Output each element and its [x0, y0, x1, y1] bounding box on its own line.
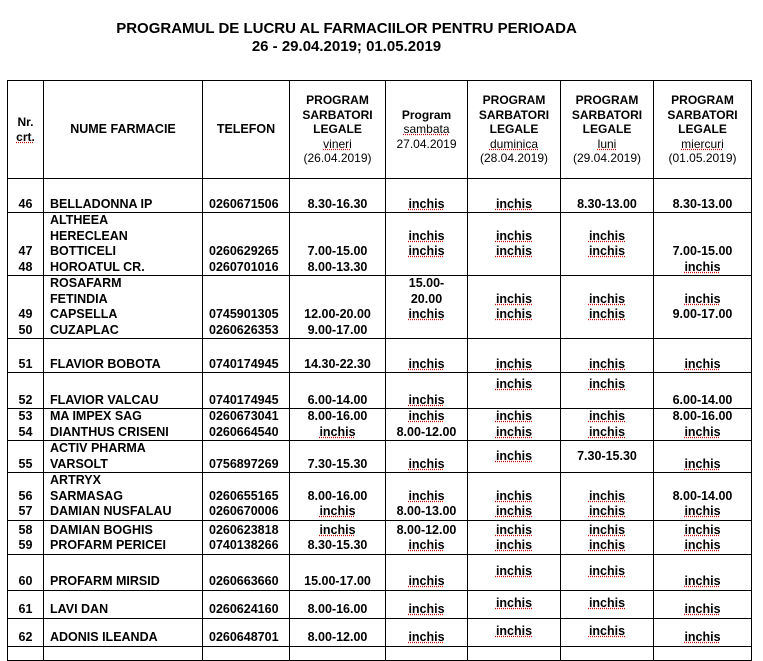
pharmacy-name: ROSAFARM FETINDIA CAPSELLA CUZAPLAC — [44, 276, 203, 339]
header-duminica: PROGRAM SARBATORI LEGALE duminica (28.04.2019) — [468, 81, 561, 179]
page-subtitle: 26 - 29.04.2019; 01.05.2019 — [251, 38, 442, 55]
hours-vineri: 8.00-12.00 — [290, 618, 386, 646]
phone: 0260671506 — [203, 179, 290, 213]
hours-duminica: inchis — [468, 373, 561, 409]
header-luni: PROGRAM SARBATORI LEGALE luni (29.04.2019) — [561, 81, 654, 179]
hours-luni: inchis — [561, 590, 654, 618]
header-row — [8, 81, 752, 179]
hours-vineri: 7.00-15.00 8.00-13.30 — [290, 213, 386, 276]
hours-sambata: inchis 8.00-13.00 — [386, 473, 468, 521]
row-number: 51 — [8, 339, 44, 373]
hours-sambata: inchis — [386, 618, 468, 646]
hours-duminica: inchis inchis — [468, 276, 561, 339]
hours-sambata: 15.00- 20.00 inchis — [386, 276, 468, 339]
hours-miercuri: inchis inchis — [654, 520, 752, 554]
hours-miercuri: 7.00-15.00 inchis — [654, 213, 752, 276]
hours-miercuri: inchis — [654, 554, 752, 590]
pharmacy-name: ACTIV PHARMA VARSOLT — [44, 441, 203, 473]
row-number: 58 59 — [8, 520, 44, 554]
table-row — [8, 520, 752, 554]
row-number: 62 — [8, 618, 44, 646]
hours-duminica: inchis inchis — [468, 409, 561, 441]
header-nr: Nr. crt. — [8, 81, 44, 179]
phone: 0260673041 0260664540 — [203, 409, 290, 441]
hours-vineri: 8.00-16.00 inchis — [290, 473, 386, 521]
hours-sambata: inchis inchis — [386, 213, 468, 276]
pharmacy-name: ADONIS ILEANDA — [44, 618, 203, 646]
hours-luni: inchis inchis — [561, 520, 654, 554]
hours-miercuri: 8.30-13.00 — [654, 179, 752, 213]
hours-luni: inchis inchis — [561, 473, 654, 521]
hours-sambata: 8.00-12.00 inchis — [386, 520, 468, 554]
hours-miercuri: inchis — [654, 590, 752, 618]
hours-miercuri: inchis — [654, 618, 752, 646]
hours-luni: inchis — [561, 554, 654, 590]
row-number: 52 — [8, 373, 44, 409]
phone: 0740174945 — [203, 339, 290, 373]
hours-duminica: inchis — [468, 618, 561, 646]
phone: 0260663660 — [203, 554, 290, 590]
hours-luni: inchis inchis — [561, 276, 654, 339]
pharmacy-name: FLAVIOR VALCAU — [44, 373, 203, 409]
pharmacy-name: DAMIAN BOGHIS PROFARM PERICEI — [44, 520, 203, 554]
hours-miercuri: 8.00-14.00 inchis — [654, 473, 752, 521]
hours-miercuri: inchis 9.00-17.00 — [654, 276, 752, 339]
table-row — [8, 179, 752, 213]
hours-miercuri: 6.00-14.00 — [654, 373, 752, 409]
hours-vineri: 8.00-16.00 — [290, 590, 386, 618]
phone: 0260655165 0260670006 — [203, 473, 290, 521]
table-row — [8, 473, 752, 521]
hours-duminica: inchis inchis — [468, 520, 561, 554]
table-row — [8, 276, 752, 339]
pharmacy-name: FLAVIOR BOBOTA — [44, 339, 203, 373]
table-row-empty — [8, 646, 752, 660]
header-vineri: PROGRAM SARBATORI LEGALE vineri (26.04.2019) — [290, 81, 386, 179]
table-row — [8, 213, 752, 276]
row-number: 60 — [8, 554, 44, 590]
hours-sambata: inchis — [386, 441, 468, 473]
hours-vineri: 8.30-16.30 — [290, 179, 386, 213]
hours-luni: inchis — [561, 339, 654, 373]
hours-luni: 8.30-13.00 — [561, 179, 654, 213]
hours-vineri: 12.00-20.00 9.00-17.00 — [290, 276, 386, 339]
hours-duminica: inchis — [468, 590, 561, 618]
row-number: 53 54 — [8, 409, 44, 441]
header-nume: NUME FARMACIE — [44, 81, 203, 179]
phone: 0740174945 — [203, 373, 290, 409]
page-title: PROGRAMUL DE LUCRU AL FARMACIILOR PENTRU PERIOADA — [116, 20, 577, 37]
hours-duminica: inchis — [468, 554, 561, 590]
pharmacy-schedule-table — [7, 80, 752, 661]
hours-vineri: inchis 8.30-15.30 — [290, 520, 386, 554]
table-row — [8, 339, 752, 373]
hours-luni: inchis inchis — [561, 409, 654, 441]
table-row — [8, 590, 752, 618]
phone: 0756897269 — [203, 441, 290, 473]
hours-sambata: inchis — [386, 339, 468, 373]
header-sambata: Program sambata 27.04.2019 — [386, 81, 468, 179]
hours-sambata: inchis 8.00-12.00 — [386, 409, 468, 441]
pharmacy-name: MA IMPEX SAG DIANTHUS CRISENI — [44, 409, 203, 441]
pharmacy-name: PROFARM MIRSID — [44, 554, 203, 590]
row-number: 49 50 — [8, 276, 44, 339]
hours-luni: inchis inchis — [561, 213, 654, 276]
table-row — [8, 373, 752, 409]
phone: 0260623818 0740138266 — [203, 520, 290, 554]
phone: 0745901305 0260626353 — [203, 276, 290, 339]
hours-luni: inchis — [561, 373, 654, 409]
hours-duminica: inchis inchis — [468, 473, 561, 521]
hours-duminica: inchis — [468, 339, 561, 373]
hours-sambata: inchis — [386, 590, 468, 618]
pharmacy-name: ALTHEEA HERECLEAN BOTTICELI HOROATUL CR. — [44, 213, 203, 276]
hours-vineri: 6.00-14.00 — [290, 373, 386, 409]
pharmacy-name: LAVI DAN — [44, 590, 203, 618]
header-telefon: TELEFON — [203, 81, 290, 179]
pharmacy-name: ARTRYX SARMASAG DAMIAN NUSFALAU — [44, 473, 203, 521]
table-row — [8, 554, 752, 590]
hours-vineri: 14.30-22.30 — [290, 339, 386, 373]
hours-sambata: inchis — [386, 179, 468, 213]
hours-sambata: inchis — [386, 373, 468, 409]
hours-miercuri: 8.00-16.00 inchis — [654, 409, 752, 441]
hours-duminica: inchis inchis — [468, 213, 561, 276]
table-row — [8, 409, 752, 441]
table-row — [8, 618, 752, 646]
pharmacy-name: BELLADONNA IP — [44, 179, 203, 213]
header-miercuri: PROGRAM SARBATORI LEGALE miercuri (01.05.2019) — [654, 81, 752, 179]
phone: 0260648701 — [203, 618, 290, 646]
row-number: 61 — [8, 590, 44, 618]
hours-luni: inchis — [561, 618, 654, 646]
phone: 0260624160 — [203, 590, 290, 618]
row-number: 46 — [8, 179, 44, 213]
row-number: 55 — [8, 441, 44, 473]
hours-luni: 7.30-15.30 — [561, 441, 654, 473]
table-row — [8, 441, 752, 473]
hours-vineri: 15.00-17.00 — [290, 554, 386, 590]
hours-duminica: inchis — [468, 179, 561, 213]
hours-miercuri: inchis — [654, 339, 752, 373]
hours-vineri: 7.30-15.30 — [290, 441, 386, 473]
row-number: 56 57 — [8, 473, 44, 521]
hours-miercuri: inchis — [654, 441, 752, 473]
phone: 0260629265 0260701016 — [203, 213, 290, 276]
hours-duminica: inchis — [468, 441, 561, 473]
row-number: 47 48 — [8, 213, 44, 276]
hours-vineri: 8.00-16.00 inchis — [290, 409, 386, 441]
hours-sambata: inchis — [386, 554, 468, 590]
